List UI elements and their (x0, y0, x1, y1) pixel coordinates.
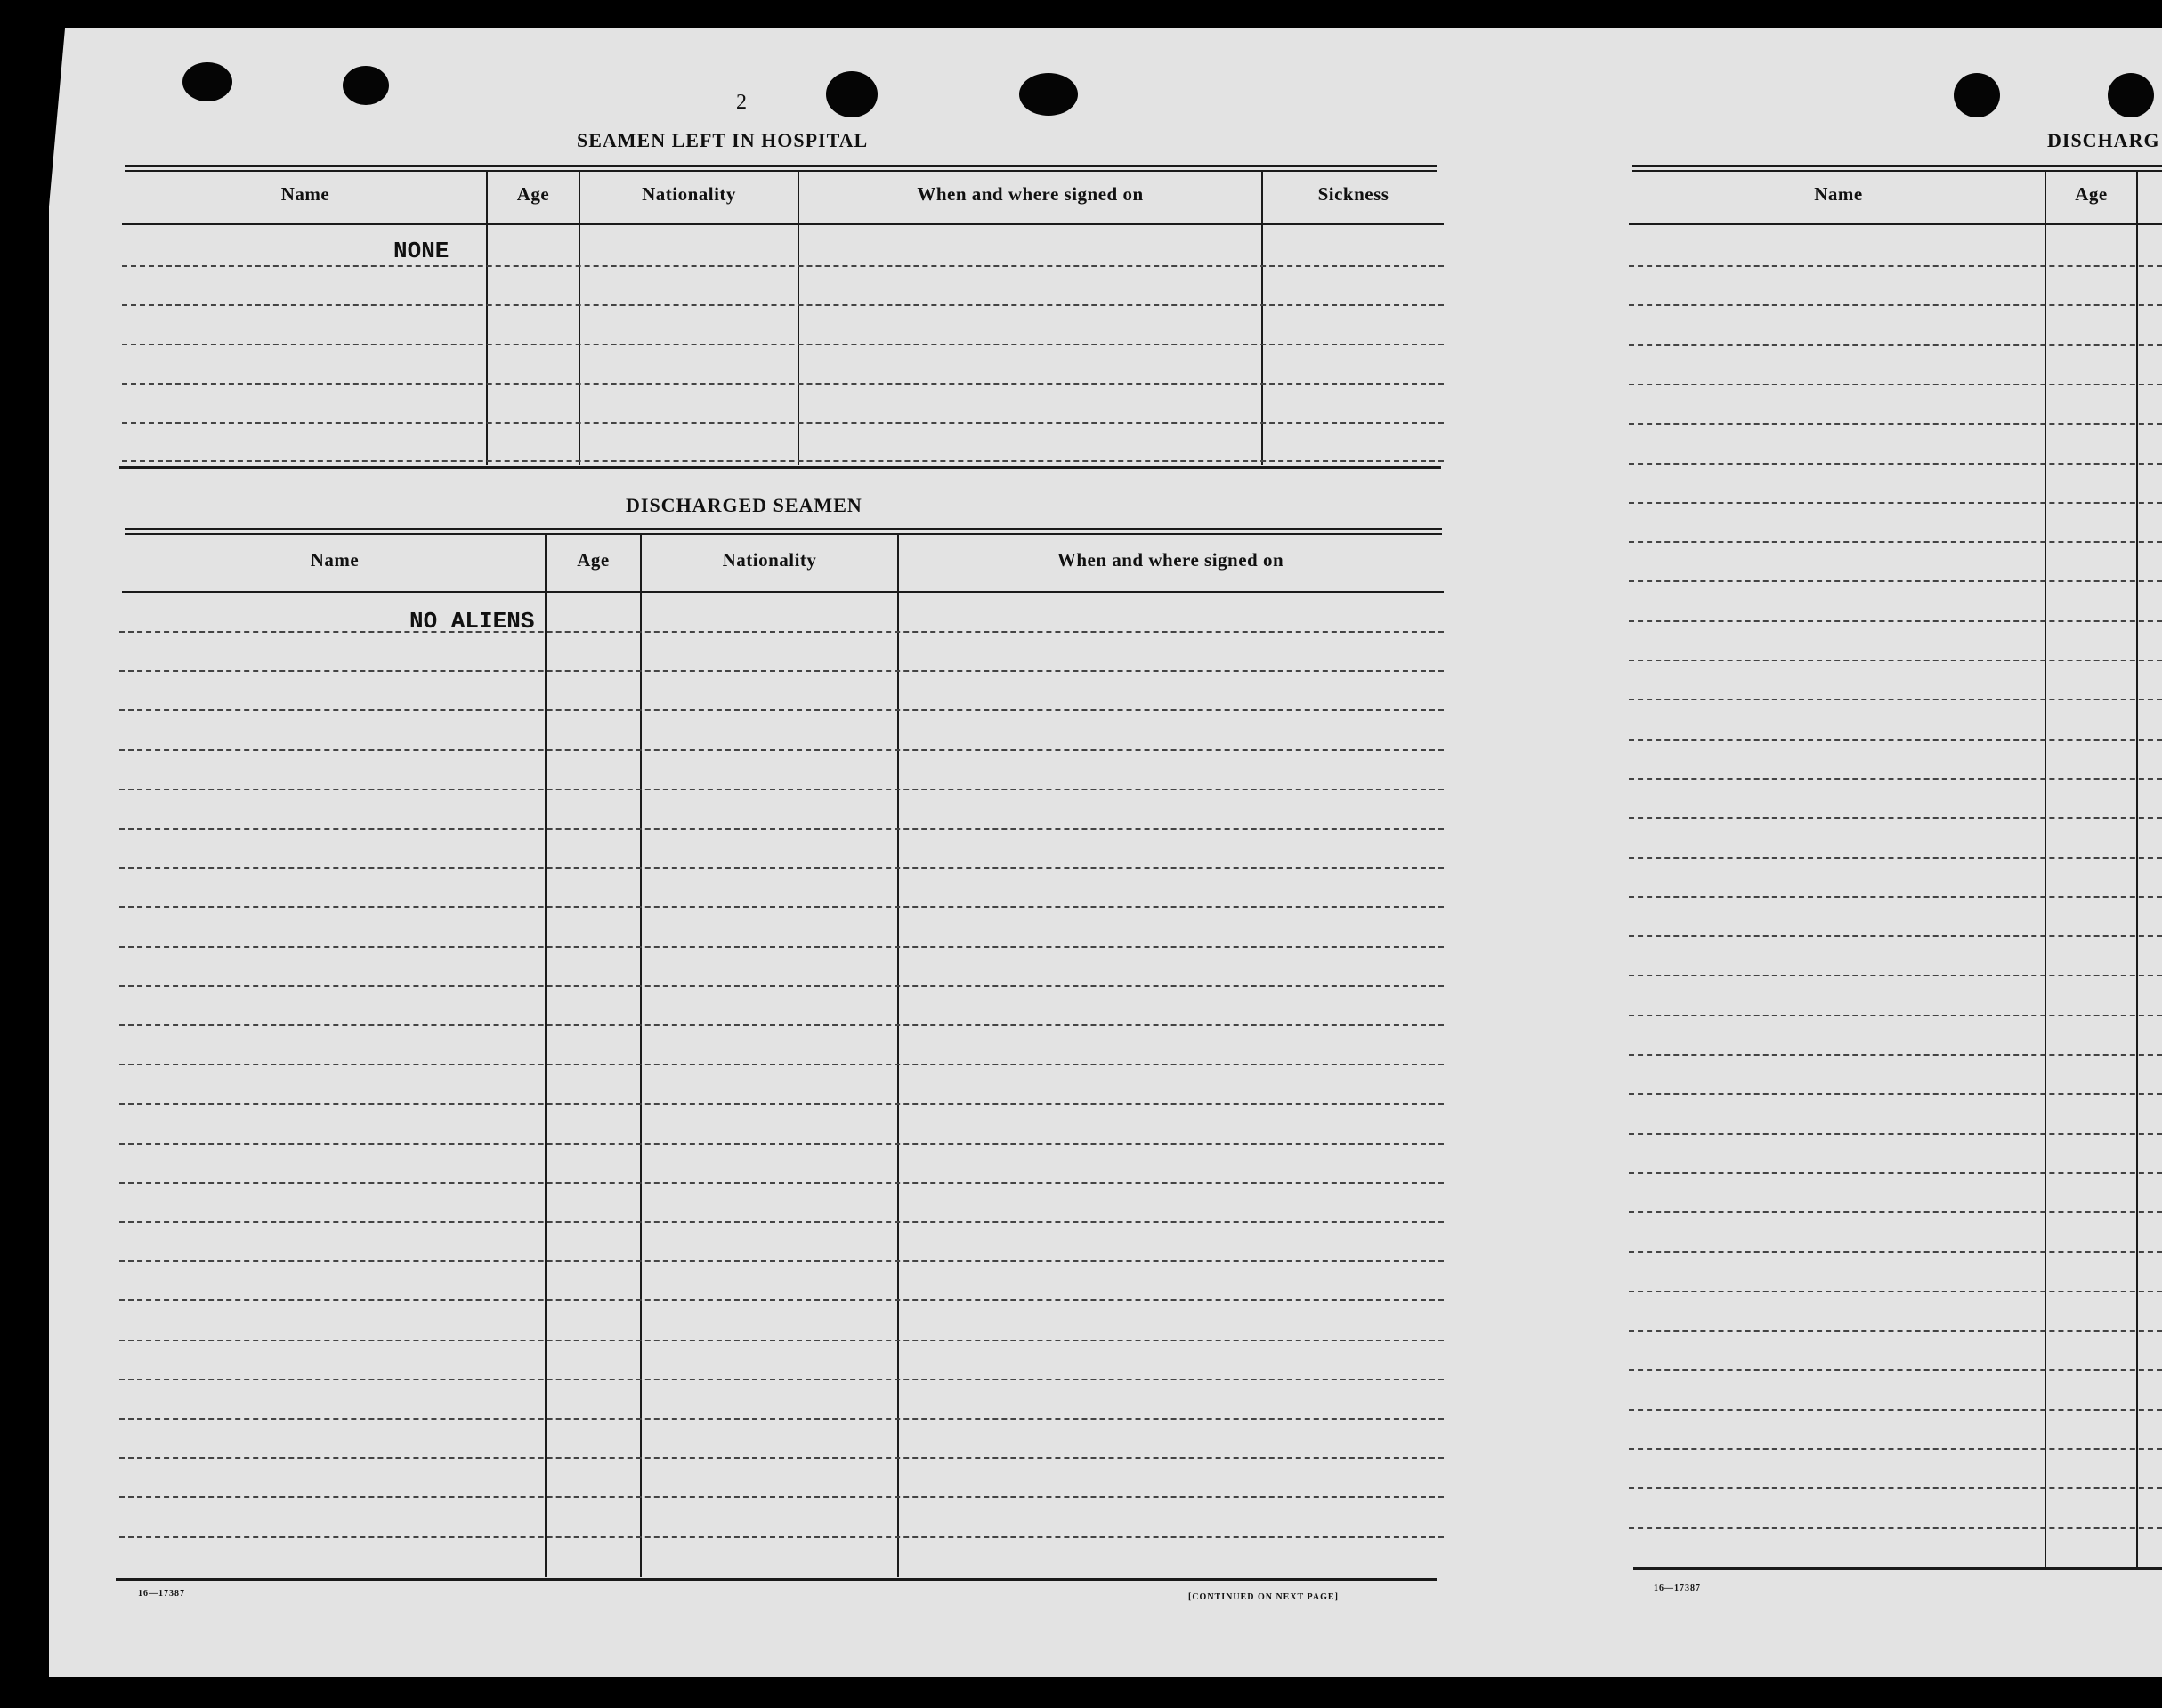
entry-line (119, 1260, 1444, 1262)
table-top-rule (125, 528, 1442, 530)
discharged-col-age: Age (577, 549, 610, 571)
discharged-col-signed-on: When and where signed on (1057, 549, 1284, 571)
entry-line (119, 1103, 1444, 1105)
entry-line (119, 1379, 1444, 1380)
entry-line (1629, 463, 2162, 465)
entry-line (1629, 739, 2162, 741)
punch-hole (826, 71, 878, 117)
entry-line (119, 1418, 1444, 1420)
form-number: 16—17387 (1654, 1583, 1701, 1593)
header-rule (122, 223, 1444, 225)
punch-hole (343, 66, 389, 105)
left-page (49, 28, 1556, 1677)
entry-line (1629, 975, 2162, 976)
column-divider (2136, 170, 2138, 1567)
entry-line (119, 709, 1444, 711)
entry-line (119, 1064, 1444, 1065)
table-bottom-rule (119, 466, 1441, 469)
header-rule (1629, 223, 2162, 225)
entry-line (1629, 1133, 2162, 1135)
entry-line (1629, 1369, 2162, 1371)
entry-line (1629, 1172, 2162, 1174)
entry-line (119, 1496, 1444, 1498)
entry-line (119, 946, 1444, 948)
table-top-rule (1632, 170, 2162, 172)
entry-line (1629, 1054, 2162, 1056)
entry-line (1629, 1211, 2162, 1213)
entry-line (1629, 857, 2162, 859)
entry-line (1629, 1487, 2162, 1489)
punch-hole (1954, 73, 2000, 117)
right-section-title: DISCHARG (2047, 129, 2160, 151)
entry-line (122, 344, 1444, 345)
entry-line (1629, 896, 2162, 898)
right-col-age: Age (2075, 183, 2108, 205)
hospital-col-sickness: Sickness (1317, 183, 1389, 205)
hospital-col-nationality: Nationality (642, 183, 736, 205)
discharged-col-nationality: Nationality (722, 549, 817, 571)
entry-line (122, 460, 1444, 462)
entry-line (1629, 1291, 2162, 1292)
entry-line (1629, 817, 2162, 819)
punch-hole (2108, 73, 2154, 117)
header-rule (122, 591, 1444, 593)
entry-line (1629, 1527, 2162, 1529)
entry-line (1629, 541, 2162, 543)
entry-line (122, 422, 1444, 424)
column-divider (545, 533, 547, 1577)
entry-line (1629, 620, 2162, 622)
entry-line (1629, 699, 2162, 700)
entry-line (1629, 1015, 2162, 1016)
column-divider (2045, 170, 2046, 1567)
entry-line (1629, 304, 2162, 306)
hospital-col-signed-on: When and where signed on (917, 183, 1144, 205)
entry-line (1629, 1448, 2162, 1450)
entry-line (122, 304, 1444, 306)
entry-line (119, 906, 1444, 908)
punch-hole (182, 62, 232, 101)
entry-line (1629, 1093, 2162, 1095)
entry-line (119, 985, 1444, 987)
column-divider (897, 533, 899, 1577)
entry-line (119, 1340, 1444, 1341)
entry-line (1629, 660, 2162, 661)
table-top-rule (125, 533, 1442, 535)
entry-line (119, 789, 1444, 790)
entry-line (1629, 580, 2162, 582)
entry-line (1629, 935, 2162, 937)
discharged-col-name: Name (310, 549, 360, 571)
discharged-section-title: DISCHARGED SEAMEN (626, 494, 862, 516)
entry-line (119, 1299, 1444, 1301)
table-top-rule (125, 165, 1437, 167)
entry-line (1629, 344, 2162, 346)
entry-line (119, 1182, 1444, 1184)
hospital-col-age: Age (516, 183, 550, 205)
entry-line (1629, 1251, 2162, 1253)
hospital-entry: NONE (393, 238, 449, 264)
entry-line (119, 828, 1444, 830)
punch-hole (1019, 73, 1078, 116)
entry-line (119, 749, 1444, 751)
entry-line (1629, 384, 2162, 385)
table-bottom-rule (1633, 1567, 2162, 1570)
entry-line (1629, 1409, 2162, 1411)
entry-line (119, 631, 1444, 633)
entry-line (1629, 1330, 2162, 1332)
right-page (1556, 28, 2162, 1677)
table-top-rule (1632, 165, 2162, 167)
entry-line (119, 1143, 1444, 1145)
entry-line (119, 1221, 1444, 1223)
table-bottom-rule (116, 1578, 1437, 1581)
entry-line (119, 1536, 1444, 1538)
page-number: 2 (736, 91, 747, 114)
entry-line (1629, 778, 2162, 780)
discharged-entry: NO ALIENS (409, 608, 535, 635)
column-divider (640, 533, 642, 1577)
hospital-section-title: SEAMEN LEFT IN HOSPITAL (577, 129, 869, 151)
entry-line (1629, 265, 2162, 267)
form-number: 16—17387 (138, 1589, 185, 1599)
entry-line (122, 265, 1444, 267)
entry-line (119, 867, 1444, 869)
entry-line (119, 1457, 1444, 1459)
entry-line (1629, 502, 2162, 504)
hospital-col-name: Name (280, 183, 330, 205)
entry-line (119, 1024, 1444, 1026)
entry-line (119, 670, 1444, 672)
table-top-rule (125, 170, 1437, 172)
entry-line (1629, 423, 2162, 425)
continued-note: [CONTINUED ON NEXT PAGE] (1188, 1592, 1339, 1602)
right-col-name: Name (1814, 183, 1863, 205)
entry-line (122, 383, 1444, 385)
